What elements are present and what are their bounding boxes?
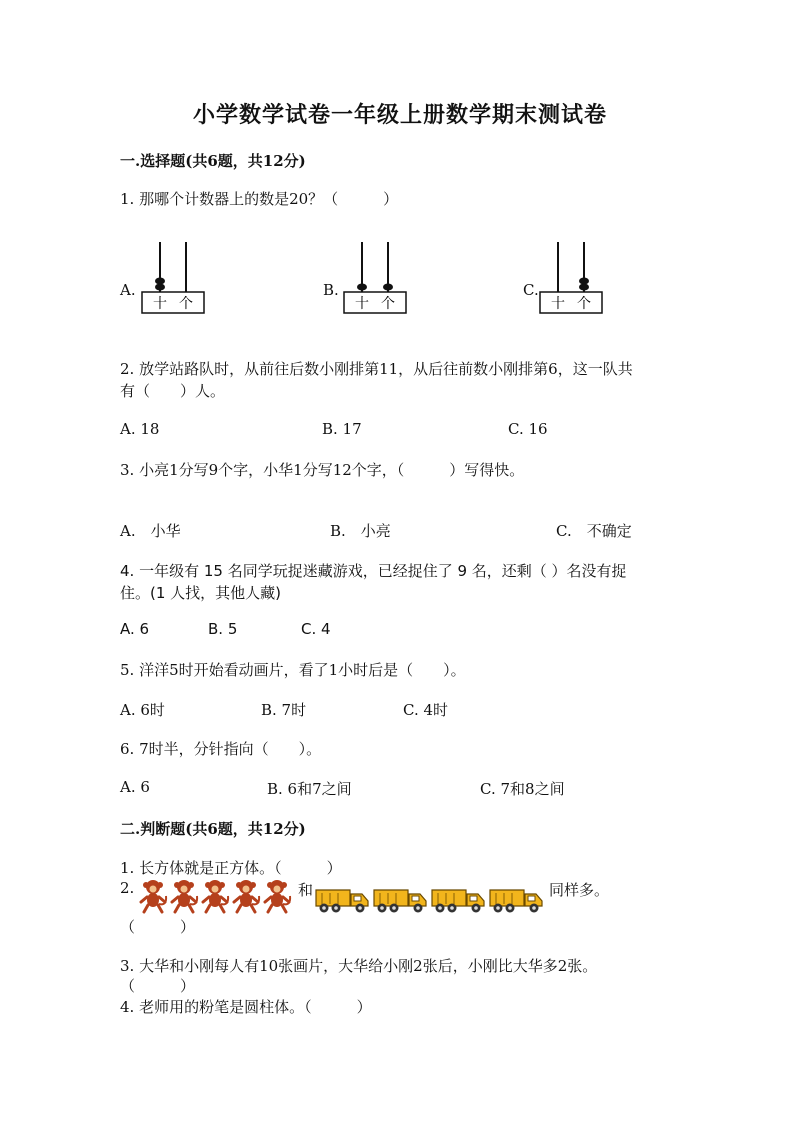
section-heading-judge: 二.判断题(共6题，共12分) [120, 820, 306, 838]
abacus-ones-bead [579, 284, 589, 291]
abacus-a-image [140, 240, 206, 316]
question-4-line1: 4. 一年级有 15 名同学玩捉迷藏游戏，已经捉住了 9 名，还剩（ ）名没有捉 [120, 562, 627, 580]
judge-1-text: 1. 长方体就是正方体。（ ） [120, 859, 342, 877]
abacus-ones-label: 个 [179, 296, 193, 312]
q2-option-c: C. 16 [508, 420, 548, 438]
abacus-base [344, 292, 406, 313]
judge-2-and: 和 [298, 881, 314, 899]
judge-2-number: 2. [120, 879, 135, 897]
question-6-text: 6. 7时半，分针指向（ ）。 [120, 740, 322, 758]
q4-option-a: A. 6 [120, 620, 150, 638]
q1-option-a-label: A. [120, 281, 136, 299]
question-1-text: 1. 那哪个计数器上的数是20？（ ） [120, 190, 399, 208]
monkey-icon [170, 878, 200, 914]
judge-3-line1: 3. 大华和小刚每人有10张画片，大华给小刚2张后，小刚比大华多2张。 [120, 957, 598, 975]
abacus-c-image [538, 240, 604, 316]
q3-option-a: A. 小华 [120, 522, 181, 540]
q5-option-b: B. 7时 [261, 701, 307, 719]
question-2-line1: 2. 放学站路队时，从前往后数小刚排第11，从后往前数小刚排第6，这一队共 [120, 360, 633, 378]
q5-option-a: A. 6时 [120, 701, 165, 719]
q4-option-c: C. 4 [301, 620, 331, 638]
abacus-ones-bead [579, 278, 589, 285]
truck-icon [372, 884, 428, 914]
q3-option-b: B. 小亮 [330, 522, 391, 540]
abacus-base [142, 292, 204, 313]
page-title: 小学数学试卷一年级上册数学期末测试卷 [192, 102, 607, 128]
q6-option-b: B. 6和7之间 [267, 780, 352, 798]
question-4-line2: 住。(1 人找，其他人藏) [120, 584, 282, 602]
monkey-icon [232, 878, 262, 914]
q5-option-c: C. 4时 [403, 701, 449, 719]
q4-option-b: B. 5 [208, 620, 238, 638]
monkey-icon [201, 878, 231, 914]
abacus-base [540, 292, 602, 313]
question-3-text: 3. 小亮1分写9个字，小华1分写12个字，（ ）写得快。 [120, 461, 525, 479]
section-heading-choice: 一.选择题(共6题，共12分) [120, 152, 306, 170]
truck-icon [488, 884, 544, 914]
abacus-tens-bead [357, 284, 367, 291]
judge-3-line2: （ ） [120, 977, 196, 995]
question-5-text: 5. 洋洋5时开始看动画片，看了1小时后是（ ）。 [120, 661, 466, 679]
q6-option-c: C. 7和8之间 [480, 780, 565, 798]
abacus-tens-label: 十 [153, 296, 167, 312]
q1-option-b-label: B. [323, 281, 339, 299]
abacus-ones-bead [383, 284, 393, 291]
monkey-icon [139, 878, 169, 914]
abacus-b-image [342, 240, 408, 316]
abacus-ones-label: 个 [577, 296, 591, 312]
monkey-icon [263, 878, 293, 914]
truck-icon [314, 884, 370, 914]
judge-2-paren: （ ） [120, 918, 196, 936]
q6-option-a: A. 6 [120, 778, 150, 796]
q2-option-b: B. 17 [322, 420, 362, 438]
abacus-tens-bead [155, 278, 165, 285]
judge-4-text: 4. 老师用的粉笔是圆柱体。（ ） [120, 998, 372, 1016]
abacus-tens-label: 十 [355, 296, 369, 312]
truck-icon [430, 884, 486, 914]
abacus-ones-label: 个 [381, 296, 395, 312]
question-2-line2: 有（ ）人。 [120, 382, 226, 400]
q3-option-c: C. 不确定 [556, 522, 632, 540]
q2-option-a: A. 18 [120, 420, 160, 438]
judge-2-tail: 同样多。 [549, 881, 610, 899]
abacus-tens-bead [155, 284, 165, 291]
abacus-tens-label: 十 [551, 296, 565, 312]
q1-option-c-label: C. [523, 281, 539, 299]
